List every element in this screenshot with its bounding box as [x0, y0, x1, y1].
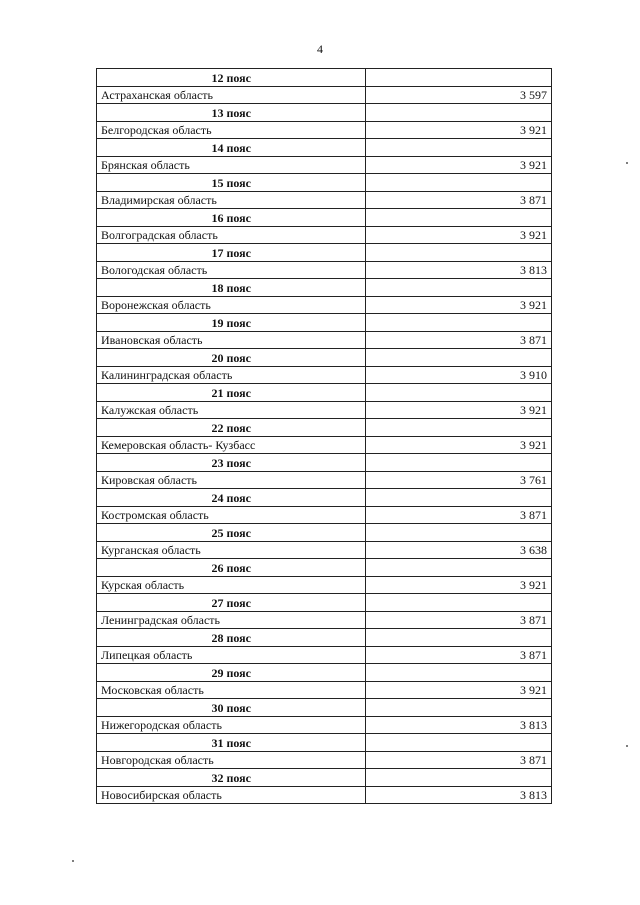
zone-empty-cell	[366, 559, 552, 577]
zone-empty-cell	[366, 69, 552, 87]
zone-header-row	[97, 139, 552, 157]
zone-label: 29 пояс	[97, 664, 366, 682]
region-value: 3 871	[366, 611, 552, 629]
zone-empty-cell	[366, 174, 552, 192]
region-name: Липецкая область	[97, 646, 366, 664]
region-name: Новосибирская область	[97, 786, 366, 804]
zone-label: 26 пояс	[97, 559, 366, 577]
region-row	[97, 436, 552, 454]
region-row	[97, 576, 552, 594]
region-row	[97, 366, 552, 384]
scan-speck	[626, 162, 628, 164]
region-name: Курская область	[97, 576, 366, 594]
region-value: 3 921	[366, 296, 552, 314]
zone-empty-cell	[366, 489, 552, 507]
region-name: Костромская область	[97, 506, 366, 524]
region-row	[97, 751, 552, 769]
zone-empty-cell	[366, 769, 552, 787]
region-row	[97, 401, 552, 419]
region-value: 3 921	[366, 226, 552, 244]
zone-label: 22 пояс	[97, 419, 366, 437]
region-value: 3 813	[366, 786, 552, 804]
zone-label: 20 пояс	[97, 349, 366, 367]
zone-empty-cell	[366, 279, 552, 297]
region-row	[97, 506, 552, 524]
zone-empty-cell	[366, 384, 552, 402]
zone-header-row	[97, 244, 552, 262]
region-name: Калининградская область	[97, 366, 366, 384]
region-name: Курганская область	[97, 541, 366, 559]
zone-label: 17 пояс	[97, 244, 366, 262]
region-row	[97, 191, 552, 209]
region-name: Калужская область	[97, 401, 366, 419]
region-name: Воронежская область	[97, 296, 366, 314]
zone-label: 30 пояс	[97, 699, 366, 717]
zone-table-body	[97, 69, 552, 804]
region-value: 3 921	[366, 576, 552, 594]
zone-empty-cell	[366, 104, 552, 122]
region-row	[97, 541, 552, 559]
zone-header-row	[97, 209, 552, 227]
region-value: 3 871	[366, 331, 552, 349]
region-value: 3 921	[366, 401, 552, 419]
region-row	[97, 261, 552, 279]
region-name: Брянская область	[97, 156, 366, 174]
region-name: Астраханская область	[97, 86, 366, 104]
zone-empty-cell	[366, 629, 552, 647]
region-value: 3 813	[366, 716, 552, 734]
zone-header-row	[97, 384, 552, 402]
zone-empty-cell	[366, 349, 552, 367]
zone-header-row	[97, 454, 552, 472]
region-name: Нижегородская область	[97, 716, 366, 734]
region-row	[97, 611, 552, 629]
zone-empty-cell	[366, 734, 552, 752]
zone-header-row	[97, 104, 552, 122]
region-row	[97, 156, 552, 174]
region-value: 3 910	[366, 366, 552, 384]
zone-label: 16 пояс	[97, 209, 366, 227]
zone-header-row	[97, 279, 552, 297]
zone-header-row	[97, 314, 552, 332]
region-row	[97, 716, 552, 734]
region-value: 3 761	[366, 471, 552, 489]
zone-empty-cell	[366, 699, 552, 717]
page-number: 4	[317, 42, 323, 56]
region-name: Ивановская область	[97, 331, 366, 349]
region-value: 3 921	[366, 156, 552, 174]
region-name: Белгородская область	[97, 121, 366, 139]
region-row	[97, 121, 552, 139]
region-row	[97, 296, 552, 314]
region-row	[97, 786, 552, 804]
region-value: 3 597	[366, 86, 552, 104]
zone-label: 32 пояс	[97, 769, 366, 787]
zone-label: 14 пояс	[97, 139, 366, 157]
zone-header-row	[97, 349, 552, 367]
zone-label: 23 пояс	[97, 454, 366, 472]
zone-label: 27 пояс	[97, 594, 366, 612]
region-value: 3 871	[366, 646, 552, 664]
region-value: 3 871	[366, 506, 552, 524]
region-row	[97, 471, 552, 489]
region-name: Владимирская область	[97, 191, 366, 209]
zone-header-row	[97, 489, 552, 507]
zone-empty-cell	[366, 664, 552, 682]
zone-label: 31 пояс	[97, 734, 366, 752]
zone-empty-cell	[366, 594, 552, 612]
region-row	[97, 86, 552, 104]
zone-label: 24 пояс	[97, 489, 366, 507]
region-value: 3 871	[366, 191, 552, 209]
zone-header-row	[97, 524, 552, 542]
region-name: Новгородская область	[97, 751, 366, 769]
region-name: Вологодская область	[97, 261, 366, 279]
zone-header-row	[97, 419, 552, 437]
zone-header-row	[97, 629, 552, 647]
region-name: Кемеровская область- Кузбасс	[97, 436, 366, 454]
zone-empty-cell	[366, 419, 552, 437]
zone-empty-cell	[366, 314, 552, 332]
region-name: Московская область	[97, 681, 366, 699]
zone-header-row	[97, 559, 552, 577]
region-value: 3 921	[366, 681, 552, 699]
zone-label: 21 пояс	[97, 384, 366, 402]
scan-speck	[72, 860, 74, 862]
zone-header-row	[97, 594, 552, 612]
zone-label: 28 пояс	[97, 629, 366, 647]
region-row	[97, 226, 552, 244]
region-value: 3 921	[366, 121, 552, 139]
zone-label: 12 пояс	[97, 69, 366, 87]
region-value: 3 813	[366, 261, 552, 279]
zone-empty-cell	[366, 209, 552, 227]
zone-empty-cell	[366, 524, 552, 542]
region-row	[97, 646, 552, 664]
region-row	[97, 681, 552, 699]
zone-label: 25 пояс	[97, 524, 366, 542]
zone-header-row	[97, 769, 552, 787]
region-value: 3 638	[366, 541, 552, 559]
zone-header-row	[97, 664, 552, 682]
zone-header-row	[97, 734, 552, 752]
zone-empty-cell	[366, 139, 552, 157]
zone-header-row	[97, 699, 552, 717]
region-name: Кировская область	[97, 471, 366, 489]
zone-label: 13 пояс	[97, 104, 366, 122]
zone-label: 15 пояс	[97, 174, 366, 192]
zone-label: 19 пояс	[97, 314, 366, 332]
zone-empty-cell	[366, 244, 552, 262]
region-row	[97, 331, 552, 349]
region-name: Волгоградская область	[97, 226, 366, 244]
zone-empty-cell	[366, 454, 552, 472]
region-value: 3 921	[366, 436, 552, 454]
zone-label: 18 пояс	[97, 279, 366, 297]
scan-speck	[626, 745, 628, 747]
region-name: Ленинградская область	[97, 611, 366, 629]
zone-header-row	[97, 174, 552, 192]
zone-header-row	[97, 69, 552, 87]
zone-table	[96, 68, 552, 804]
region-value: 3 871	[366, 751, 552, 769]
